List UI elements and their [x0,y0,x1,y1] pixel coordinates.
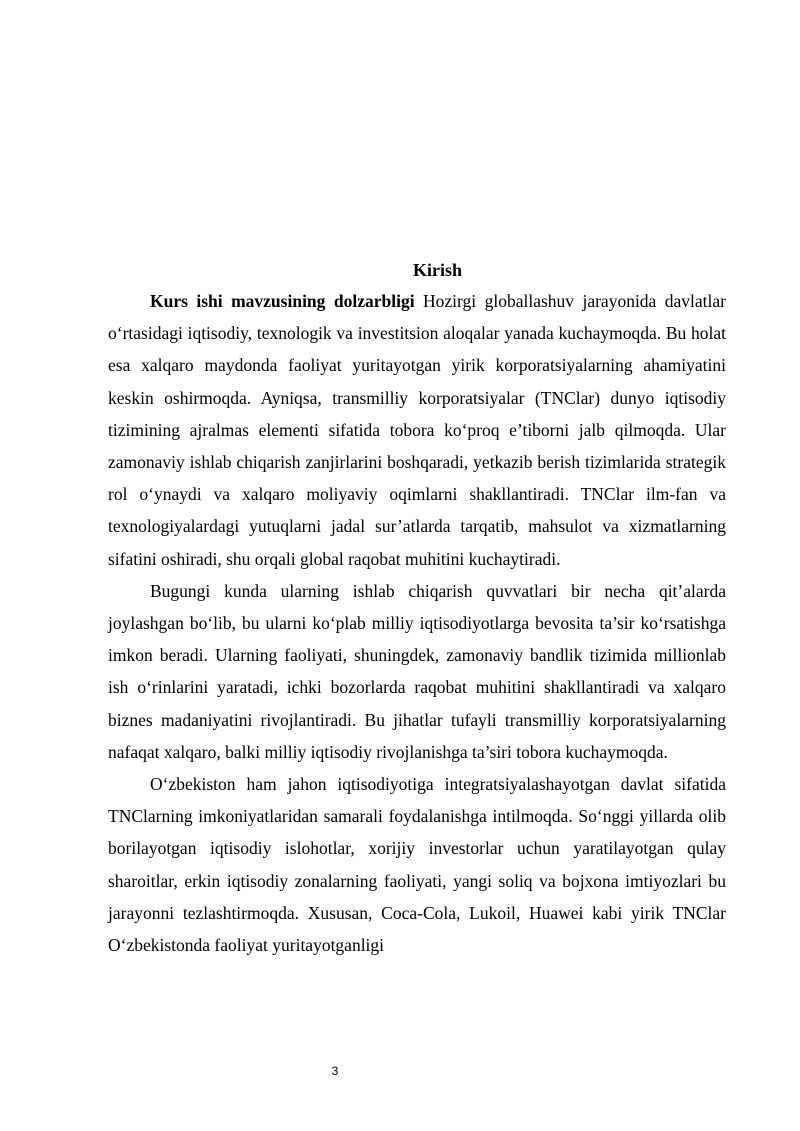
section-heading: Kirish [412,260,462,280]
body-text [108,285,726,961]
paragraph-text: Hozirgi globallashuv jarayonida davlatlar o‘rtasidagi iqtisodiy, texnologik va investitsion aloqalar yanada kuchaymoqda. Bu holat esa xalqaro maydonda faoliyat yuritayotgan yirik korporatsiyalarning ahamiyatini keskin oshirmoqda. Ayniqsa, transmilliy korporatsiyalar (TNClar) dunyo iqtisodiy tizimining ajralmas elementi sifatida tobora ko‘proq e’tiborni jalb qilmoqda. Ular zamonaviy ishlab chiqarish zanjirlarini boshqaradi, yetkazib berish tizimlarida strategik rol o‘ynaydi va xalqaro moliyaviy oqimlarni shakllantiradi. TNClar ilm-fan va texnologiyalardagi yutuqlarni jadal sur’atlarda tarqatib, mahsulot va xizmatlarning sifatini oshiradi, shu orqali global raqobat muhitini kuchaytiradi. [108,291,726,569]
paragraph-lead: Kurs ishi mavzusining dolzarbligi [150,291,415,311]
paragraph-production: Bugungi kunda ularning ishlab chiqarish quvvatlari bir necha qit’alarda joylashgan bo‘lib, bu ularni ko‘plab milliy iqtisodiyotlarga bevosita ta’sir ko‘rsatishga imkon beradi. Ularning faoliyati, shuningdek, zamonaviy bandlik tizimida millionlab ish o‘rinlarini yaratadi, ichki bozorlarda raqobat muhitini shakllantiradi va xalqaro biznes madaniyatini rivojlantiradi. Bu jihatlar tufayli transmilliy korporatsiyalarning nafaqat xalqaro, balki milliy iqtisodiy rivojlanishga ta’siri tobora kuchaymoqda. [108,580,726,762]
paragraph-relevance [108,285,726,575]
paragraph-uzbekistan: O‘zbekiston ham jahon iqtisodiyotiga integratsiyalashayotgan davlat sifatida TNClarning imkoniyatlaridan samarali foydalanishga intilmoqda. So‘nggi yillarda olib borilayotgan iqtisodiy islohotlar, xorijiy investorlar uchun yaratilayotgan qulay sharoitlar, erkin iqtisodiy zonalarning faoliyati, yangi soliq va bojxona imtiyozlari bu jarayonni tezlashtirmoqda. Xususan, Coca-Cola, Lukoil, Huawei kabi yirik TNClar O‘zbekistonda faoliyat yuritayotganligi [108,774,726,956]
page-number: 3 [331,1064,339,1078]
